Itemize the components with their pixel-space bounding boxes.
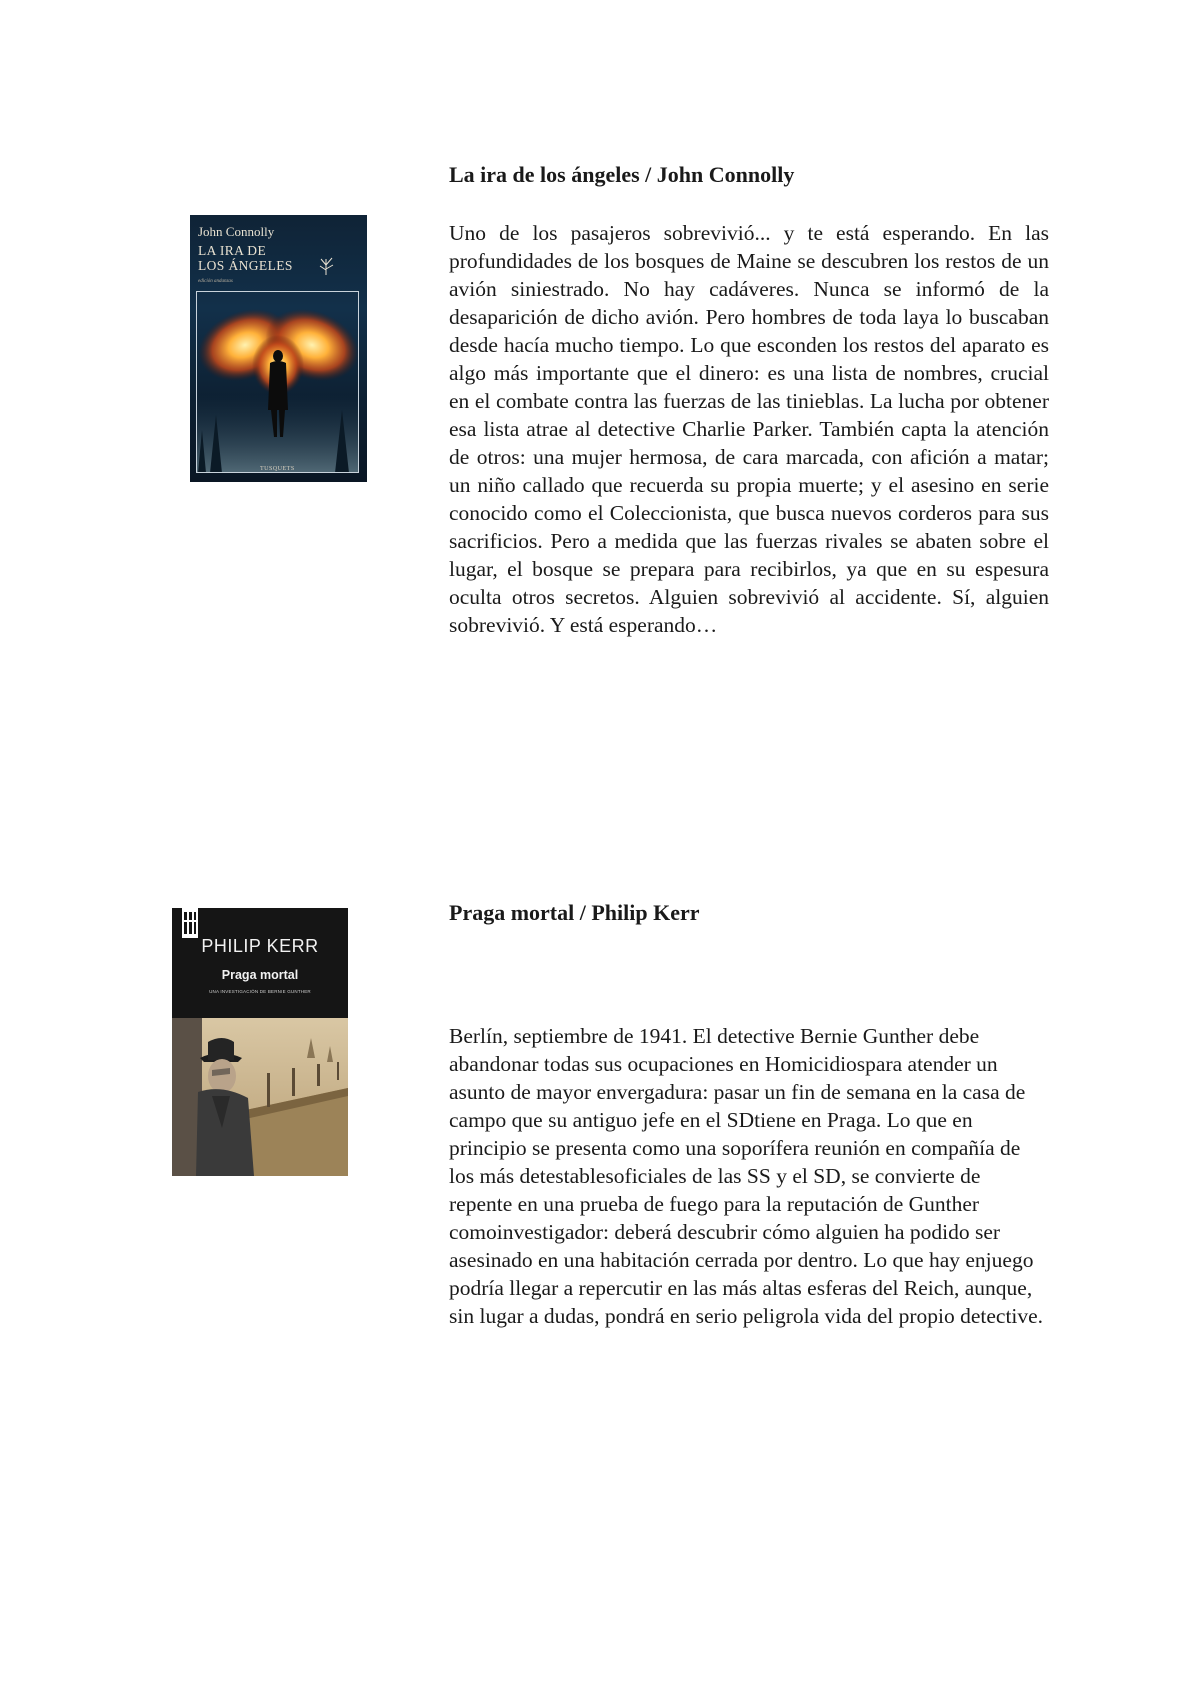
book-cover-praga-mortal	[172, 908, 348, 1176]
cover-author: PHILIP KERR	[201, 936, 319, 956]
cover-artwork-prague-bridge	[172, 1018, 348, 1176]
book-description-1: Uno de los pasajeros sobrevivió... y te está esperando. En las profundidades de los bosques de Maine se descubren los restos de un avión siniestrado. No hay cadáveres. Nunca se informó de la desaparición de dicho avión. Pero hombres de toda laya lo buscaban desde hacía mucho tiempo. Lo que esconden los restos del aparato es algo más importante que el dinero: es una lista de nombres, crucial en el combate contra las fuerzas de las tinieblas. La lucha por obtener esa lista atrae al detective Charlie Parker. También capta la atención de otros: una mujer hermosa, de cara marcada, con afición a matar; un niño callado que recuerda su propia muerte; y el asesino en serie conocido como el Coleccionista, que busca nuevos corderos para sus sacrificios. Pero a medida que las fuerzas rivales se abaten sobre el lugar, el bosque se prepara para recibirlos, ya que en su espesura oculta otros secretos. Alguien sobrevivió al accidente. Sí, alguien sobrevivió. Y está esperando…	[449, 221, 1049, 637]
book-title-1: La ira de los ángeles / John Connolly	[449, 162, 795, 187]
cover-publisher: TUSQUETS	[260, 466, 295, 472]
cover-subtitle: UNA INVESTIGACIÓN DE BERNIE GUNTHER	[209, 989, 311, 994]
book-cover-la-ira-de-los-angeles	[190, 215, 367, 482]
cover-title: Praga mortal	[221, 968, 299, 982]
cover-title-line-2: LOS ÁNGELES	[198, 258, 293, 273]
cover-edition: edición andanzas	[198, 279, 233, 284]
cover-title	[198, 243, 293, 273]
publisher-logo-icon	[182, 908, 198, 938]
book-description-2: Berlín, septiembre de 1941. El detective Bernie Gunther debe abandonar todas sus ocupaciones en Homicidiospara atender un asunto de mayor envergadura: pasar un fin de semana en la casa de campo que su antiguo jefe en el SDtiene en Praga. Lo que en principio se presenta como una soporífera reunión en compañía de los más detestablesoficiales de las SS y el SD, se convierte de repente en una prueba de fuego para la reputación de Gunther comoinvestigador: deberá descubrir cómo alguien ha podido ser asesinado en una habitación cerrada por dentro. Lo que hay enjuego podría llegar a repercutir en las más altas esferas del Reich, aunque, sin lugar a dudas, pondrá en serio peligrola vida del propio detective.	[449, 1024, 1044, 1328]
book-title-2: Praga mortal / Philip Kerr	[449, 900, 700, 925]
cover-author: John Connolly	[198, 224, 275, 239]
cover-frame	[196, 291, 359, 473]
cover-title-line-1: LA IRA DE	[198, 243, 267, 258]
